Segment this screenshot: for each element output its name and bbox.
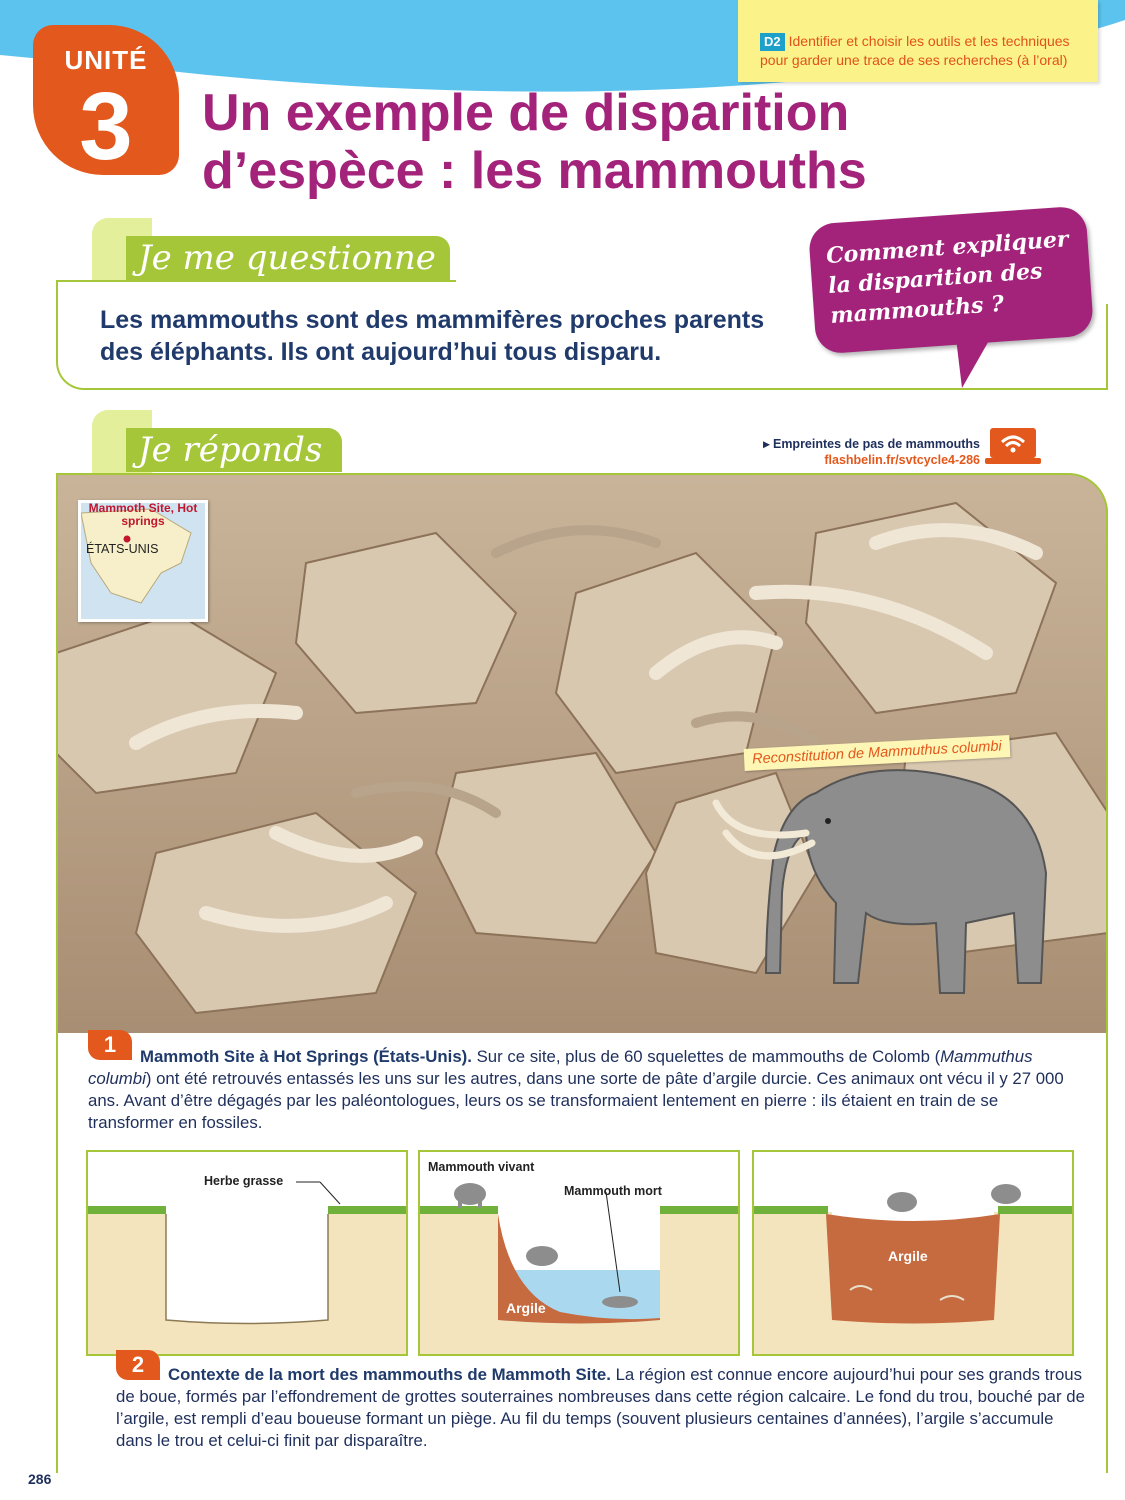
skill-text: Identifier et choisir les outils et les techniques pour garder une trace de ses recherches (à l’oral) — [760, 33, 1070, 68]
resource-link[interactable] — [740, 436, 980, 468]
doc2-title: Contexte de la mort des mammouths de Mammoth Site. — [168, 1365, 611, 1384]
unit-badge — [33, 25, 179, 180]
page-number: 286 — [28, 1471, 52, 1487]
doc2-caption — [116, 1364, 1086, 1452]
page-title — [202, 84, 1062, 200]
link-url[interactable]: flashbelin.fr/svtcycle4-286 — [824, 453, 980, 467]
living-mammoth-label: Mammouth vivant — [428, 1160, 535, 1174]
doc1-text-a: Sur ce site, plus de 60 squelettes de mammouths de Colomb ( — [471, 1047, 941, 1066]
doc1-caption — [88, 1046, 1078, 1134]
struggling-mammoth-icon — [526, 1246, 558, 1266]
laptop-wifi-icon[interactable] — [985, 426, 1041, 466]
question-text: Les mammouths sont des mammifères proches parents des éléphants. Ils ont aujourd’hui tous disparu. — [100, 306, 765, 366]
question-section-heading: Je me questionne — [126, 236, 450, 280]
map-site-label: Mammoth Site, Hot springs — [88, 501, 198, 528]
bubble-question: Comment expliquer la disparition des mammouths ? — [825, 226, 1070, 329]
question-box-right-border — [1106, 304, 1108, 390]
diagram-step1 — [86, 1150, 408, 1356]
living-mammoth-icon — [454, 1183, 486, 1208]
skill-tag: D2 — [760, 33, 785, 51]
bubble-tail — [950, 330, 1010, 390]
grass-label: Herbe grasse — [204, 1174, 284, 1188]
unit-number: 3 — [79, 73, 133, 180]
unit-label: UNITÉ — [64, 45, 148, 75]
clay-label-step2: Argile — [506, 1300, 546, 1316]
clay-label-step3: Argile — [888, 1248, 928, 1264]
link-title: Empreintes de pas de mammouths — [772, 437, 980, 451]
doc1-number: 1 — [88, 1030, 132, 1060]
reconstitution-label: Reconstitution de Mammuthus columbi — [744, 735, 1011, 771]
map-country-label: ÉTATS-UNIS — [86, 542, 159, 556]
diagram-step2 — [418, 1150, 740, 1356]
dead-mammoth-label: Mammouth mort — [564, 1184, 662, 1198]
doc1-text-b: ) ont été retrouvés entassés les uns sur les autres, dans une sorte de pâte d’argile durcie. Ces animaux ont vécu il y 27 000 ans. Avant d’être dégagés par les paléontologues, leurs os se transformaient lentement en pierre : ils étaient en train de se transformer en fossiles. — [88, 1069, 1064, 1132]
page-title-line2: d’espèce : les mammouths — [202, 142, 867, 200]
doc2-text: La région est connue encore aujourd’hui pour ses grands trous de boue, formés par l’effondrement de grottes souterraines nombreuses dans cette région calcaire. Le fond du trou, bouché par de l’argile, est rempli d’eau boueuse formant un piège. Au fil du temps (souvent plusieurs centaines d’années), l’argile s’accumule dans le trou et celui-ci finit par disparaître. — [116, 1365, 1085, 1450]
doc2-number: 2 — [116, 1350, 160, 1380]
diagram-step3 — [752, 1150, 1074, 1356]
page-title-line1: Un exemple de disparition — [202, 84, 850, 142]
doc1-species: Mammuthus columbi — [88, 1047, 1033, 1088]
link-arrow-icon: ▸ — [763, 437, 773, 451]
dead-mammoth-icon — [602, 1296, 638, 1308]
doc1-title: Mammoth Site à Hot Springs (États-Unis). — [140, 1047, 472, 1066]
skill-note — [738, 0, 1098, 82]
answer-section-heading: Je réponds — [126, 428, 342, 472]
question-box-top-border — [56, 280, 456, 282]
